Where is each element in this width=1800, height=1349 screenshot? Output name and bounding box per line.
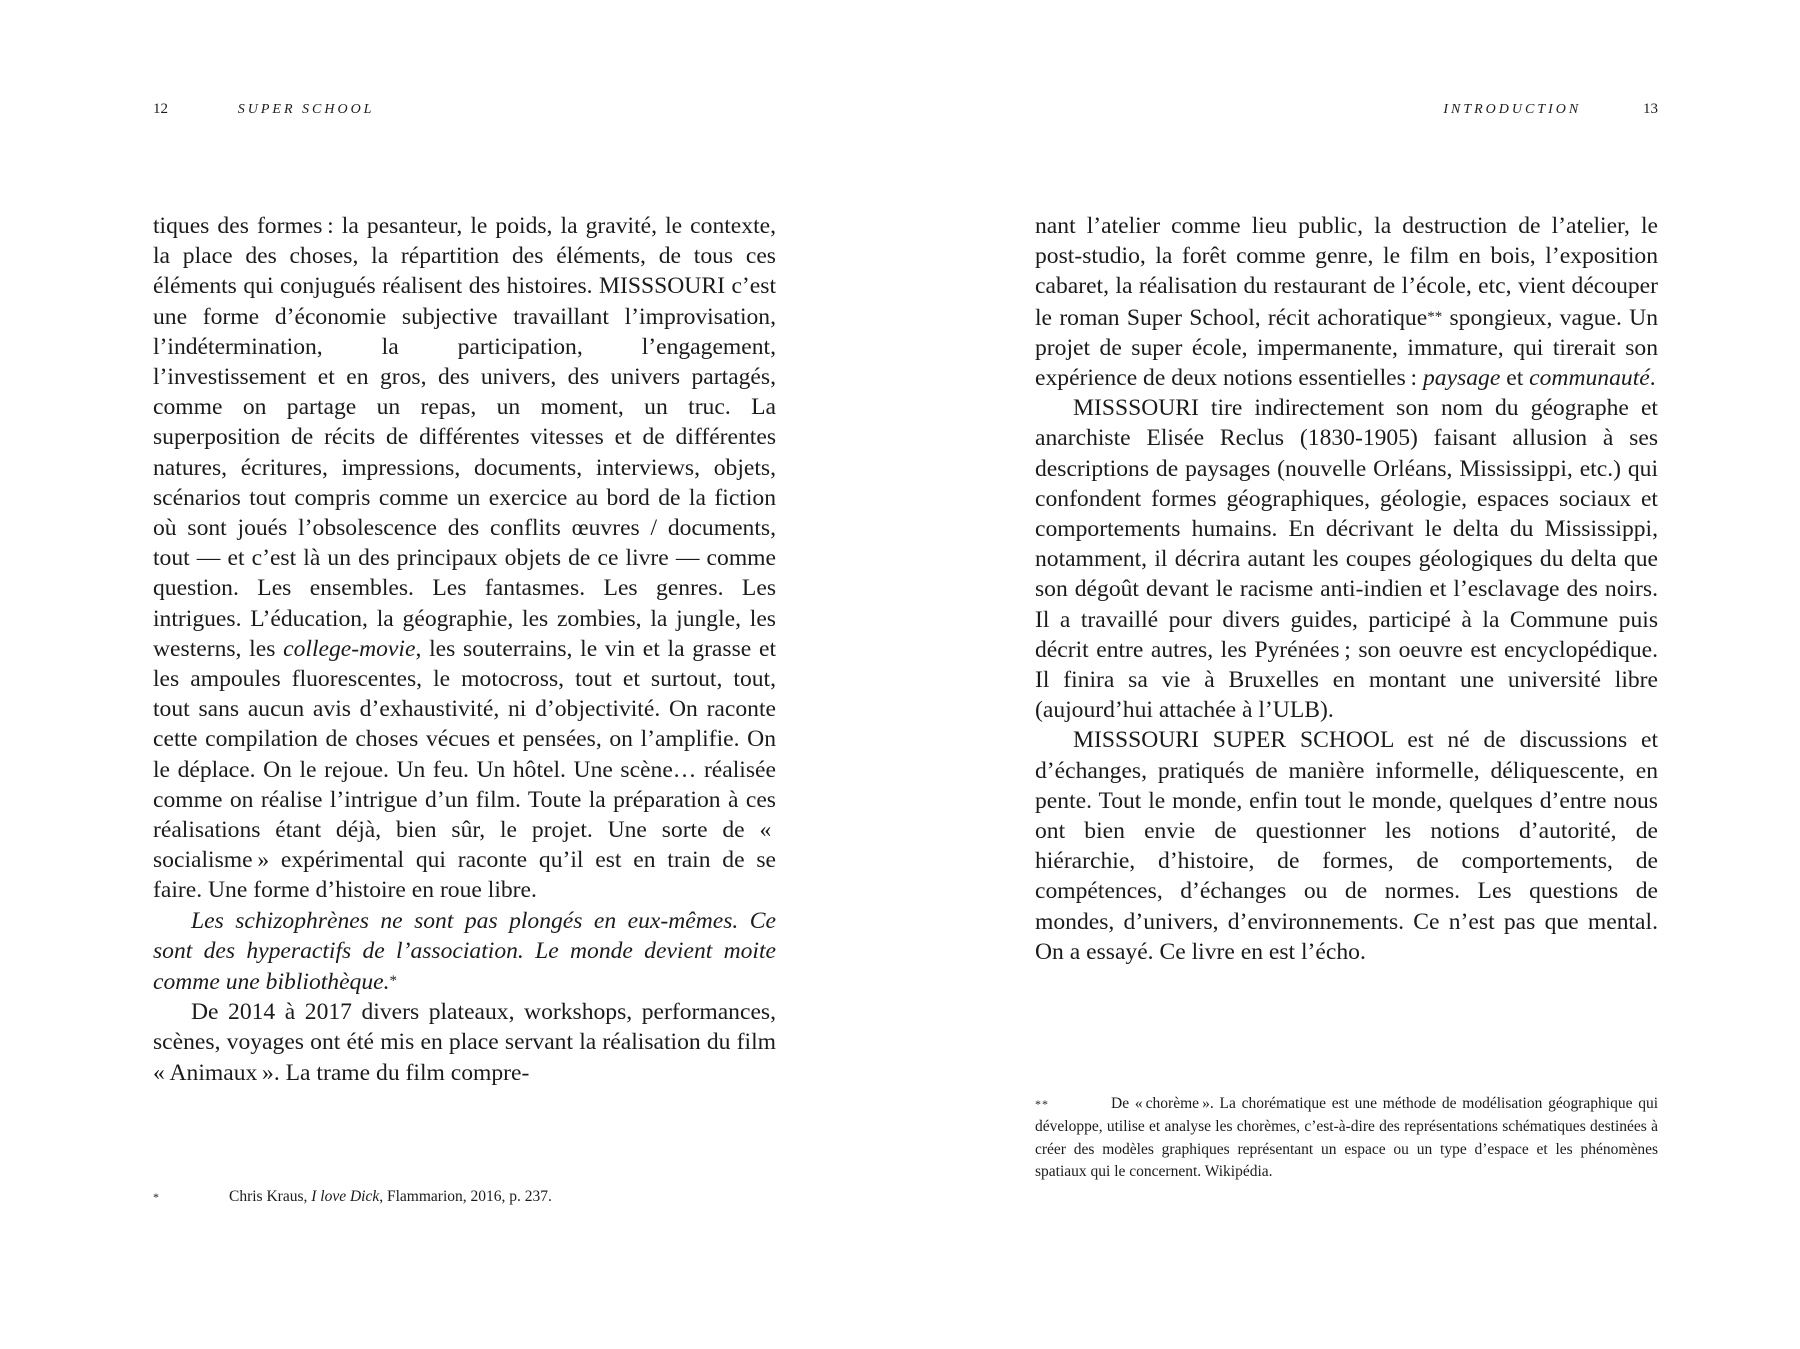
footnote-mark-2: ** (1035, 1097, 1049, 1111)
right-paragraph-1-end: . (1649, 365, 1656, 392)
right-paragraph-1-mid: spongieux, vague. Un projet de super école, impermanente, immature, qui tirerait son expérience de deux notions essentielles : (1035, 304, 1659, 392)
page-number-right: 13 (1643, 101, 1658, 117)
block-quote-text: Les schizophrènes ne sont pas plongés en eux-mêmes. Ce sont des hyperactifs de l’association. Le monde devient moite comme une bibliothèque. (153, 907, 776, 996)
left-paragraph-1-italic: college-movie (283, 635, 416, 662)
footnote-1-text: Chris Kraus, (229, 1188, 312, 1205)
book-title-header: SUPER SCHOOL (237, 102, 375, 117)
left-paragraph-3: De 2014 à 2017 divers plateaux, workshops, performances, scènes, voyages ont été mis en place servant la réalisation du film « Animaux ». La trame du film compre- (153, 999, 776, 1086)
right-paragraph-1-text: nant l’atelier comme lieu public, la destruction de l’atelier, le post-studio, la forêt comme genre, le film en bois, l’exposition cabaret, la réalisation du restaurant de l’école, etc, vient découper le roman Super School, récit achoratique (1035, 213, 1658, 331)
left-body-text (153, 211, 776, 1088)
right-paragraph-3: MISSSOURI SUPER SCHOOL est né de discussions et d’échanges, pratiqués de manière informelle, déliquescente, en pente. Tout le monde, enfin tout le monde, quelques d’entre nous ont bien envie de questionner les notions d’autorité, de hiérarchie, d’histoire, de formes, de comportements, de compétences, d’échanges ou de normes. Les questions de mondes, d’univers, d’environnements. Ce n’est pas que mental. On a essayé. Ce livre en est l’écho. (1035, 727, 1658, 965)
right-paragraph-2: MISSSOURI tire indirectement son nom du géographe et anarchiste Elisée Reclus (1830-1905) faisant allusion à ses descriptions de paysages (nouvelle Orléans, Mississippi, etc.) qui confondent formes géographiques, géologie, espaces sociaux et comportements humains. En décrivant le delta du Mississippi, notamment, il décrira autant les coupes géologiques du delta que son dégoût devant le racisme anti-indien et l’esclavage des noirs. Il a travaillé pour divers guides, participé à la Commune puis décrit entre autres, les Pyrénées ; son oeuvre est encyclopédique. Il finira sa vie à Bruxelles en montant une université libre (aujourd’hui attachée à l’ULB). (1035, 395, 1658, 724)
left-running-head (153, 100, 374, 119)
chapter-title-header: INTRODUCTION (1443, 102, 1582, 117)
page-number-left: 12 (153, 101, 168, 117)
footnote-reference-2: ** (1427, 308, 1443, 325)
left-footnote (153, 1186, 776, 1209)
right-paragraph-1-italic-1: paysage (1423, 365, 1501, 392)
right-paragraph-1-and: et (1500, 365, 1530, 392)
footnote-1-italic: I love Dick (311, 1188, 380, 1205)
left-paragraph-1-end: , les souterrains, le vin et la grasse et les ampoules fluorescentes, le motocross, tout et surtout, tout, tout sans aucun avis d’exhaustivité, ni d’objectivité. On raconte cette compilation de choses vécues et pensées, on l’amplifie. On le déplace. On le rejoue. Un feu. Un hôtel. Une scène… réalisée comme on réalise l’intrigue d’un film. Toute la préparation à ces réalisations étant déjà, bien sûr, le projet. Une sorte de « socialisme » expérimental qui raconte qu’il est en train de se faire. Une forme d’histoire en roue libre. (153, 635, 776, 904)
right-page (900, 0, 1800, 1349)
footnote-reference-1: * (389, 973, 398, 990)
left-paragraph-1 (153, 211, 776, 906)
right-footnote (1035, 1093, 1658, 1184)
block-quote (153, 906, 776, 998)
right-body-text (1035, 211, 1658, 967)
right-running-head (1443, 100, 1658, 119)
footnote-2-text: De « chorème ». La chorématique est une méthode de modélisation géographique qui développe, utilise et analyse les chorèmes, c’est-à-dire des représentations schématiques destinées à créer des modèles graphiques représentant un espace ou un type d’espace et les phénomènes spatiaux qui le concernent. Wikipédia. (1035, 1095, 1658, 1181)
footnote-mark-1: * (153, 1190, 160, 1204)
footnote-1-end: , Flammarion, 2016, p. 237. (379, 1188, 552, 1205)
left-paragraph-1-text: tiques des formes : la pesanteur, le poids, la gravité, le contexte, la place des choses, la répartition des éléments, de tous ces éléments qui conjugués réalisent des histoires. MISSSOURI c’est une forme d’économie subjective travaillant l’improvisation, l’indétermination, la participation, l’engagement, l’investissement et en gros, des univers, des univers partagés, comme on partage un repas, un moment, un truc. La superposition de récits de différentes vitesses et de différentes natures, écritures, impressions, documents, interviews, objets, scénarios tout compris comme un exercice au bord de la fiction où sont joués l’obsolescence des conflits œuvres / documents, tout — et c’est là un des principaux objets de ce livre — comme question. Les ensembles. Les fantasmes. Les genres. Les intrigues. L’éducation, la géographie, les zombies, la jungle, les westerns, les (153, 213, 776, 662)
right-paragraph-1-italic-2: communauté (1529, 365, 1650, 392)
right-paragraph-1 (1035, 211, 1658, 393)
